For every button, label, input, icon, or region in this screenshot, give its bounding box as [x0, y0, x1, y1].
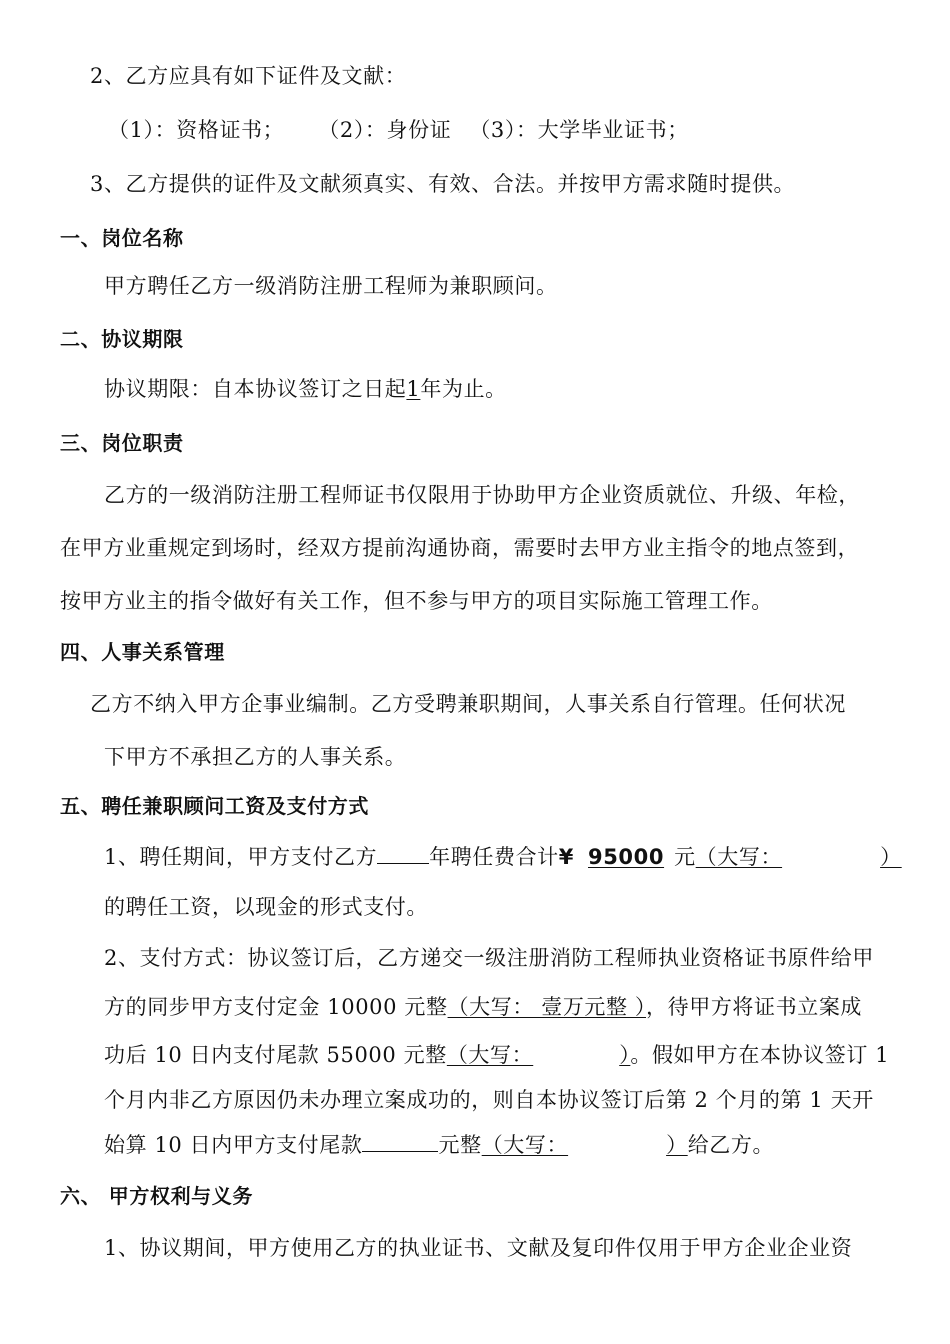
- section2-term-pre: 协议期限：自本协议签订之日起: [104, 377, 407, 401]
- section1-paragraph: 甲方聘任乙方一级消防注册工程师为兼职顾问。: [104, 274, 558, 298]
- section4-title: 四、人事关系管理: [60, 640, 225, 664]
- deposit-pre: 方的同步甲方支付定金 10000 元整: [104, 995, 448, 1019]
- fee-daxie-close: ）: [880, 845, 902, 869]
- final-post: 给乙方。: [687, 1133, 775, 1157]
- item2-list-a: （1）：资格证书；: [108, 118, 285, 142]
- balance-daxie-label: （大写：: [446, 1043, 534, 1067]
- section6-line1: 1、协议期间，甲方使用乙方的执业证书、文献及复印件仅用于甲方企业企业资: [104, 1236, 853, 1260]
- section2-paragraph: [104, 375, 507, 403]
- section4-line2: 下甲方不承担乙方的人事关系。: [104, 745, 407, 769]
- fee-amount: 95000: [588, 845, 665, 869]
- fee-unit: 元: [674, 845, 696, 869]
- deposit-daxie: （大写： 壹万元整 ）: [447, 995, 647, 1019]
- item2-list-b: （2）：身份证: [318, 118, 452, 142]
- final-pre: 始算 10 日内甲方支付尾款: [104, 1133, 363, 1157]
- section5-p2-line3: [104, 1041, 889, 1069]
- item2-title: 2、乙方应具有如下证件及文献：: [90, 64, 407, 88]
- balance-pre: 功后 10 日内支付尾款 55000 元整: [104, 1043, 447, 1067]
- section3-title: 三、岗位职责: [60, 431, 184, 455]
- fee-years-blank: [377, 843, 429, 864]
- section2-title: 二、协议期限: [60, 327, 184, 351]
- fee-pre: 1、聘任期间，甲方支付乙方: [104, 845, 378, 869]
- section2-term-years: 1: [406, 377, 421, 401]
- section5-p2-line1: 2、支付方式：协议签订后，乙方递交一级注册消防工程师执业资格证书原件给甲: [104, 946, 874, 970]
- section5-p2-line2: [104, 993, 862, 1021]
- fee-daxie-label: （大写：: [695, 845, 783, 869]
- section5-title: 五、聘任兼职顾问工资及支付方式: [60, 794, 369, 818]
- section5-p2-line5: [104, 1131, 774, 1159]
- section3-line2: 在甲方业重规定到场时，经双方提前沟通协商，需要时去甲方业主指令的地点签到，: [60, 536, 860, 560]
- section5-p1-line1: [104, 843, 902, 871]
- section6-title: 六、 甲方权利与义务: [60, 1184, 253, 1208]
- fee-mid: 年聘任费合计: [429, 845, 559, 869]
- balance-post: 。假如甲方在本协议签订 1: [630, 1043, 890, 1067]
- item2-list: [108, 116, 689, 144]
- balance-daxie-close: ）: [619, 1043, 631, 1067]
- section3-line3: 按甲方业主的指令做好有关工作，但不参与甲方的项目实际施工管理工作。: [60, 589, 773, 613]
- item2-list-c: （3）：大学毕业证书；: [469, 118, 689, 142]
- section5-p1-line2: 的聘任工资，以现金的形式支付。: [104, 895, 428, 919]
- section3-line1: 乙方的一级消防注册工程师证书仅限用于协助甲方企业资质就位、升级、年检，: [104, 483, 860, 507]
- deposit-post: ，待甲方将证书立案成: [646, 995, 863, 1019]
- fee-currency: ¥: [558, 845, 574, 869]
- final-daxie-label: （大写：: [481, 1133, 569, 1157]
- final-daxie: [482, 1133, 688, 1157]
- section5-p2-line4: 个月内非乙方原因仍未办理立案成功的，则自本协议签订后第 2 个月的第 1 天开: [104, 1088, 874, 1112]
- fee-daxie: [696, 845, 902, 869]
- final-daxie-close: ）: [666, 1133, 688, 1157]
- section4-line1: 乙方不纳入甲方企事业编制。乙方受聘兼职期间，人事关系自行管理。任何状况: [90, 692, 846, 716]
- section2-term-post: 年为止。: [420, 377, 507, 401]
- final-mid: 元整: [438, 1133, 482, 1157]
- final-amount-blank: [362, 1131, 438, 1152]
- item3: 3、乙方提供的证件及文献须真实、有效、合法。并按甲方需求随时提供。: [90, 172, 796, 196]
- section1-title: 一、岗位名称: [60, 226, 184, 250]
- balance-daxie: [447, 1043, 631, 1067]
